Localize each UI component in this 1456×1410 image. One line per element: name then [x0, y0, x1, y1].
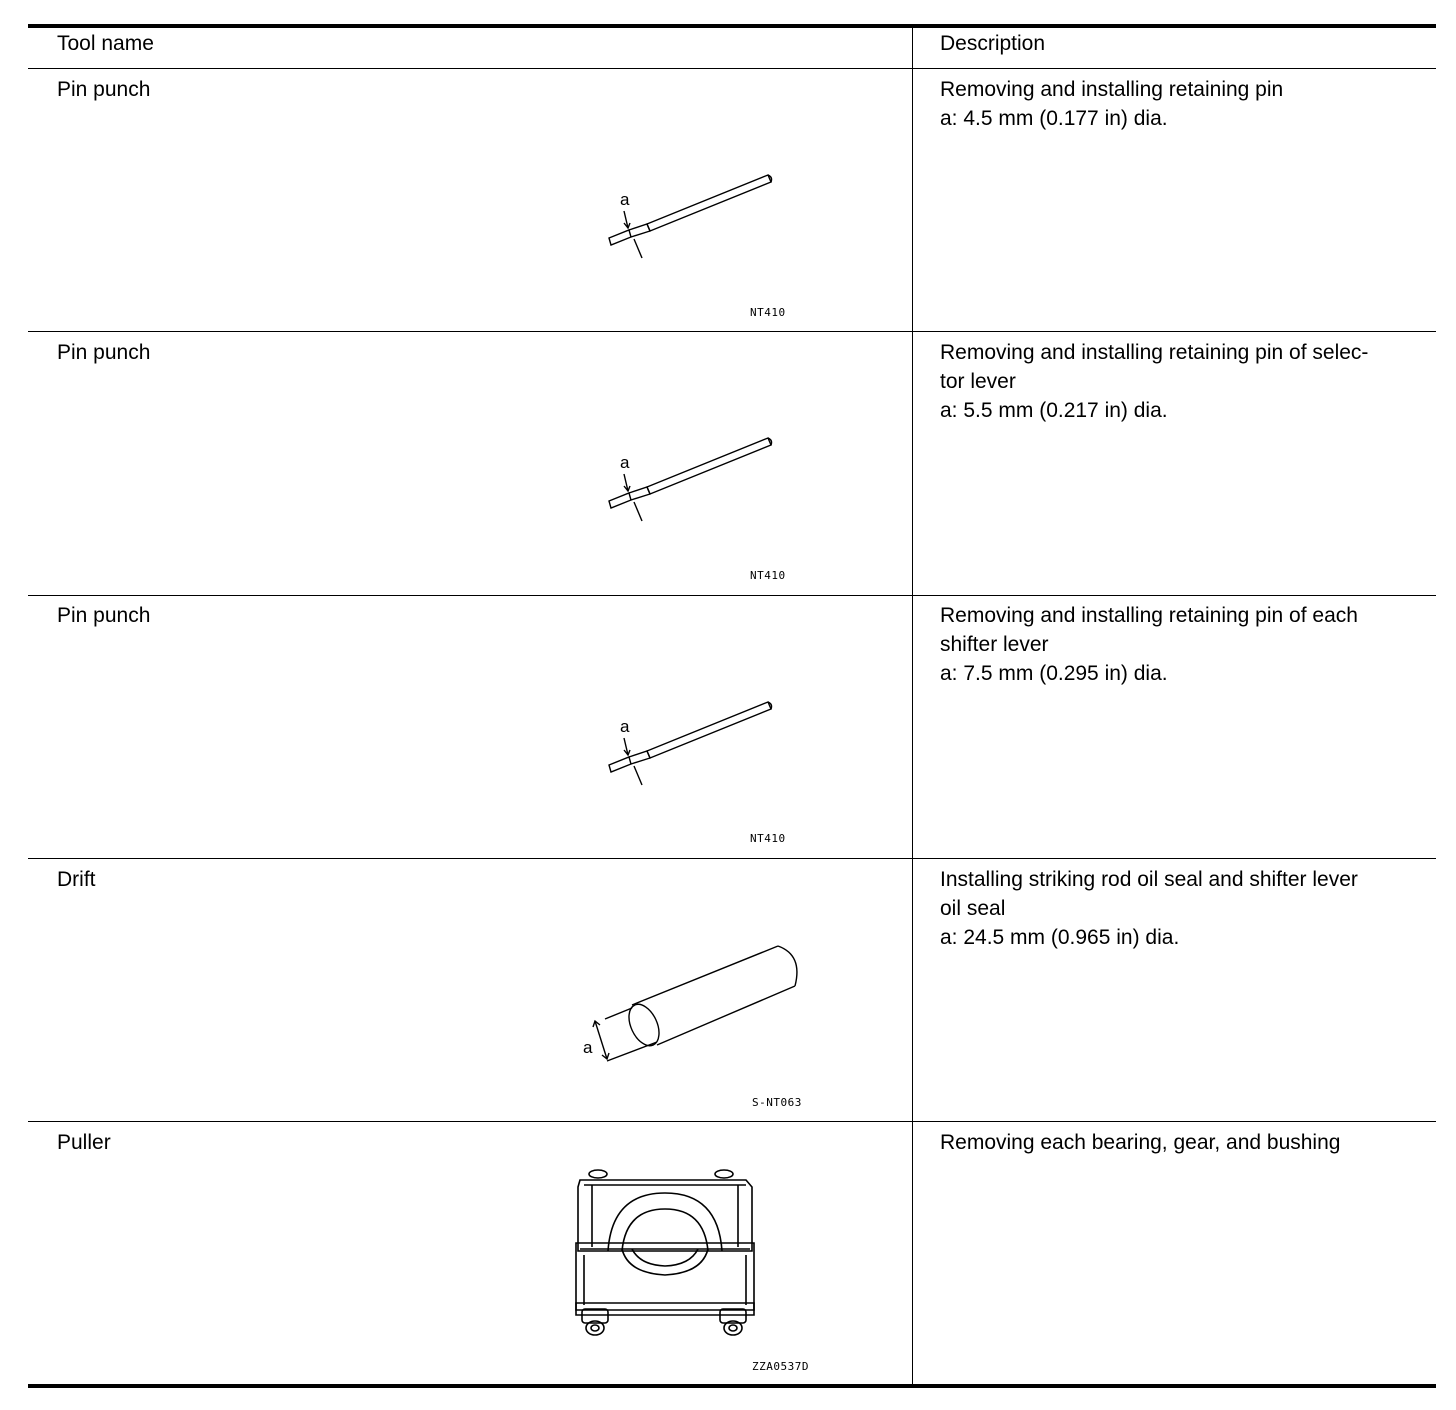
column-divider: [912, 27, 913, 1385]
tool-name: Pin punch: [57, 341, 151, 364]
figure-code: S-NT063: [752, 1096, 802, 1109]
row-divider: [28, 331, 1436, 332]
tool-description: [940, 1128, 1420, 1157]
tool-name: Pin punch: [57, 604, 151, 627]
description-line: Removing and installing retaining pin of selec-: [940, 341, 1369, 364]
description-line: a: 4.5 mm (0.177 in) dia.: [940, 107, 1168, 130]
row-divider: [28, 1121, 1436, 1122]
description-line: oil seal: [940, 897, 1006, 920]
row-divider: [28, 595, 1436, 596]
figure-code: NT410: [750, 569, 786, 582]
figure-code: NT410: [750, 832, 786, 845]
pin-punch-icon: [600, 165, 790, 270]
description-line: shifter lever: [940, 633, 1049, 656]
drift-icon: [575, 935, 810, 1070]
tool-name: Drift: [57, 868, 96, 891]
puller-icon: [570, 1165, 760, 1345]
row-divider: [28, 858, 1436, 859]
tool-description: [940, 601, 1420, 688]
dimension-label: a: [620, 453, 630, 472]
tool-description: [940, 865, 1420, 952]
description-line: Removing each bearing, gear, and bushing: [940, 1131, 1341, 1154]
description-line: Removing and installing retaining pin of each: [940, 604, 1358, 627]
figure-code: NT410: [750, 306, 786, 319]
tool-description: [940, 338, 1420, 425]
table-top-border: [28, 24, 1436, 28]
dimension-label: a: [620, 717, 630, 736]
description-line: a: 5.5 mm (0.217 in) dia.: [940, 399, 1168, 422]
pin-punch-icon: [600, 692, 790, 797]
description-line: Removing and installing retaining pin: [940, 78, 1284, 101]
dimension-label: a: [583, 1038, 593, 1057]
tool-name: Puller: [57, 1131, 111, 1154]
table-bottom-border: [28, 1384, 1436, 1388]
header-divider: [28, 68, 1436, 69]
description-line: a: 7.5 mm (0.295 in) dia.: [940, 662, 1168, 685]
tool-description: [940, 75, 1420, 133]
description-line: Installing striking rod oil seal and shifter lever: [940, 868, 1358, 891]
pin-punch-icon: [600, 428, 790, 533]
description-line: a: 24.5 mm (0.965 in) dia.: [940, 926, 1180, 949]
figure-code: ZZA0537D: [752, 1360, 809, 1373]
header-tool-name: Tool name: [57, 32, 154, 55]
tool-name: Pin punch: [57, 78, 151, 101]
dimension-label: a: [620, 190, 630, 209]
header-description: Description: [940, 32, 1046, 55]
description-line: tor lever: [940, 370, 1016, 393]
